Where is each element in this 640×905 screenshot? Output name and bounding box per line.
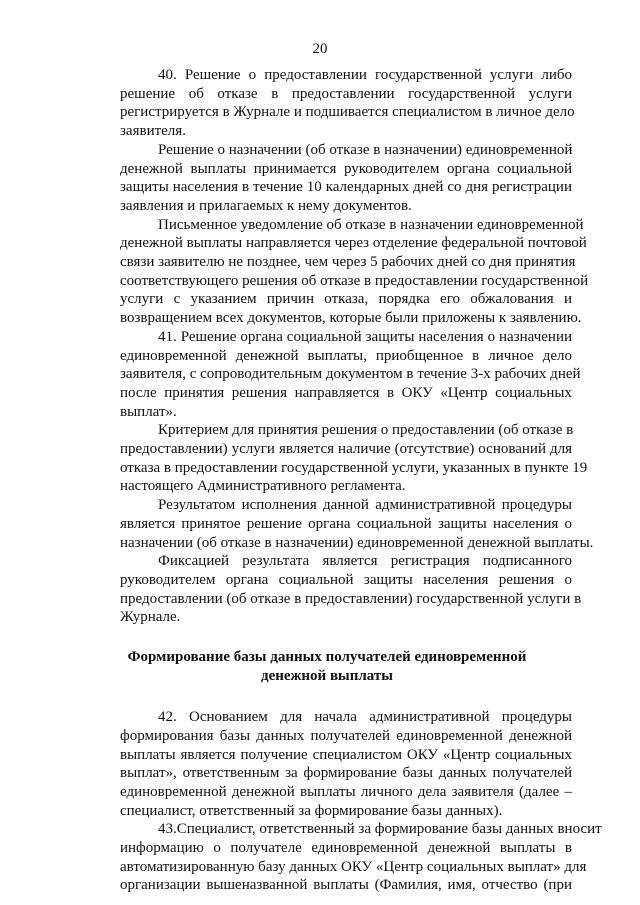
text-line: Решение о назначении (об отказе в назначении) единовременной: [158, 141, 573, 158]
paragraph-40-2: [82, 141, 572, 216]
text-line: выплат», ответственным за формирование базы данных получателей: [120, 765, 572, 782]
paragraph-41-2: [82, 421, 588, 496]
text-line: настоящего Административного регламента.: [120, 478, 406, 495]
heading-line: Формирование базы данных получателей единовременной: [127, 649, 527, 666]
text-line: возвращением всех документов, которые были приложены к заявлению.: [120, 310, 582, 327]
text-line: регистрируется в Журнале и подшивается специалистом в личное дело: [120, 104, 575, 121]
heading-line: денежной выплаты: [260, 668, 394, 685]
paragraph-41-1: [82, 328, 581, 422]
section-heading: [82, 648, 572, 686]
text-line: Критерием для принятия решения о предоставлении (об отказе в: [158, 422, 574, 439]
text-line: руководителем органа социальной защиты населения решения о: [120, 571, 572, 588]
paragraph-43: [82, 820, 602, 895]
text-line: 43.Специалист, ответственный за формирование базы данных вносит: [158, 821, 602, 838]
text-line: 41. Решение органа социальной защиты населения о назначении: [158, 328, 572, 345]
text-line: Письменное уведомление об отказе в назначении единовременной: [158, 216, 584, 233]
text-line: единовременной денежной выплаты, приобщенное в личное дело: [120, 347, 572, 364]
text-line: предоставлении) услуги является наличие (отсутствие) оснований для: [120, 441, 572, 458]
text-line: организации вышеназванной выплаты (Фамилия, имя, отчество (при: [120, 877, 572, 894]
text-line: Журнале.: [120, 609, 181, 626]
text-line: специалист, ответственный за формирование базы данных).: [120, 802, 503, 819]
paragraph-41-4: [82, 552, 582, 627]
text-line: соответствующего решения об отказе в предоставлении государственной: [120, 272, 589, 289]
text-line: заявления и прилагаемых к нему документов.: [120, 197, 412, 214]
text-line: денежной выплаты направляется через отделение федеральной почтовой: [120, 235, 587, 252]
text-line: предоставлении (об отказе в предоставлении) государственной услуги в: [120, 590, 582, 607]
paragraph-41-3: [82, 496, 594, 552]
text-line: является принятое решение органа социальной защиты населения о: [120, 515, 572, 532]
text-line: Результатом исполнения данной административной процедуры: [158, 497, 572, 514]
paragraph-40-3: [82, 216, 589, 328]
text-line: заявителя.: [120, 123, 186, 140]
text-line: связи заявителю не позднее, чем через 5 рабочих дней со дня принятия: [120, 254, 576, 271]
text-line: отказа в предоставлении государственной услуги, указанных в пункте 19: [120, 459, 588, 476]
text-line: формирования базы данных получателей единовременной денежной: [120, 727, 572, 744]
text-line: назначении (об отказе в назначении) единовременной денежной выплаты.: [120, 534, 594, 551]
text-line: после принятия решения направляется в ОКУ «Центр социальных: [120, 384, 572, 401]
text-line: денежной выплаты принимается руководителем органа социальной: [120, 160, 572, 177]
text-line: заявителя, с сопроводительным документом в течение 3-х рабочих дней: [120, 366, 581, 383]
document-body: [82, 66, 602, 895]
text-line: Фиксацией результата является регистрация подписанного: [158, 553, 572, 570]
paragraph-42: [82, 708, 572, 820]
text-line: выплат».: [120, 403, 177, 420]
text-line: 42. Основанием для начала административной процедуры: [158, 709, 572, 726]
text-line: единовременной денежной выплаты личного дела заявителя (далее –: [120, 783, 572, 800]
text-line: защиты населения в течение 10 календарных дней со дня регистрации: [120, 179, 572, 196]
text-line: 40. Решение о предоставлении государственной услуги либо: [158, 67, 572, 83]
page-number: 20: [312, 41, 328, 57]
text-line: выплаты является получение специалистом ОКУ «Центр социальных: [120, 746, 572, 763]
paragraph-40-1: [82, 66, 575, 141]
text-line: решение об отказе в предоставлении государственной услуги: [120, 85, 572, 102]
text-line: услуги с указанием причин отказа, порядка его обжалования и: [120, 291, 572, 308]
text-line: информацию о получателе единовременной денежной выплаты в: [120, 840, 572, 857]
text-line: автоматизированную базу данных ОКУ «Центр социальных выплат» для: [120, 858, 587, 875]
